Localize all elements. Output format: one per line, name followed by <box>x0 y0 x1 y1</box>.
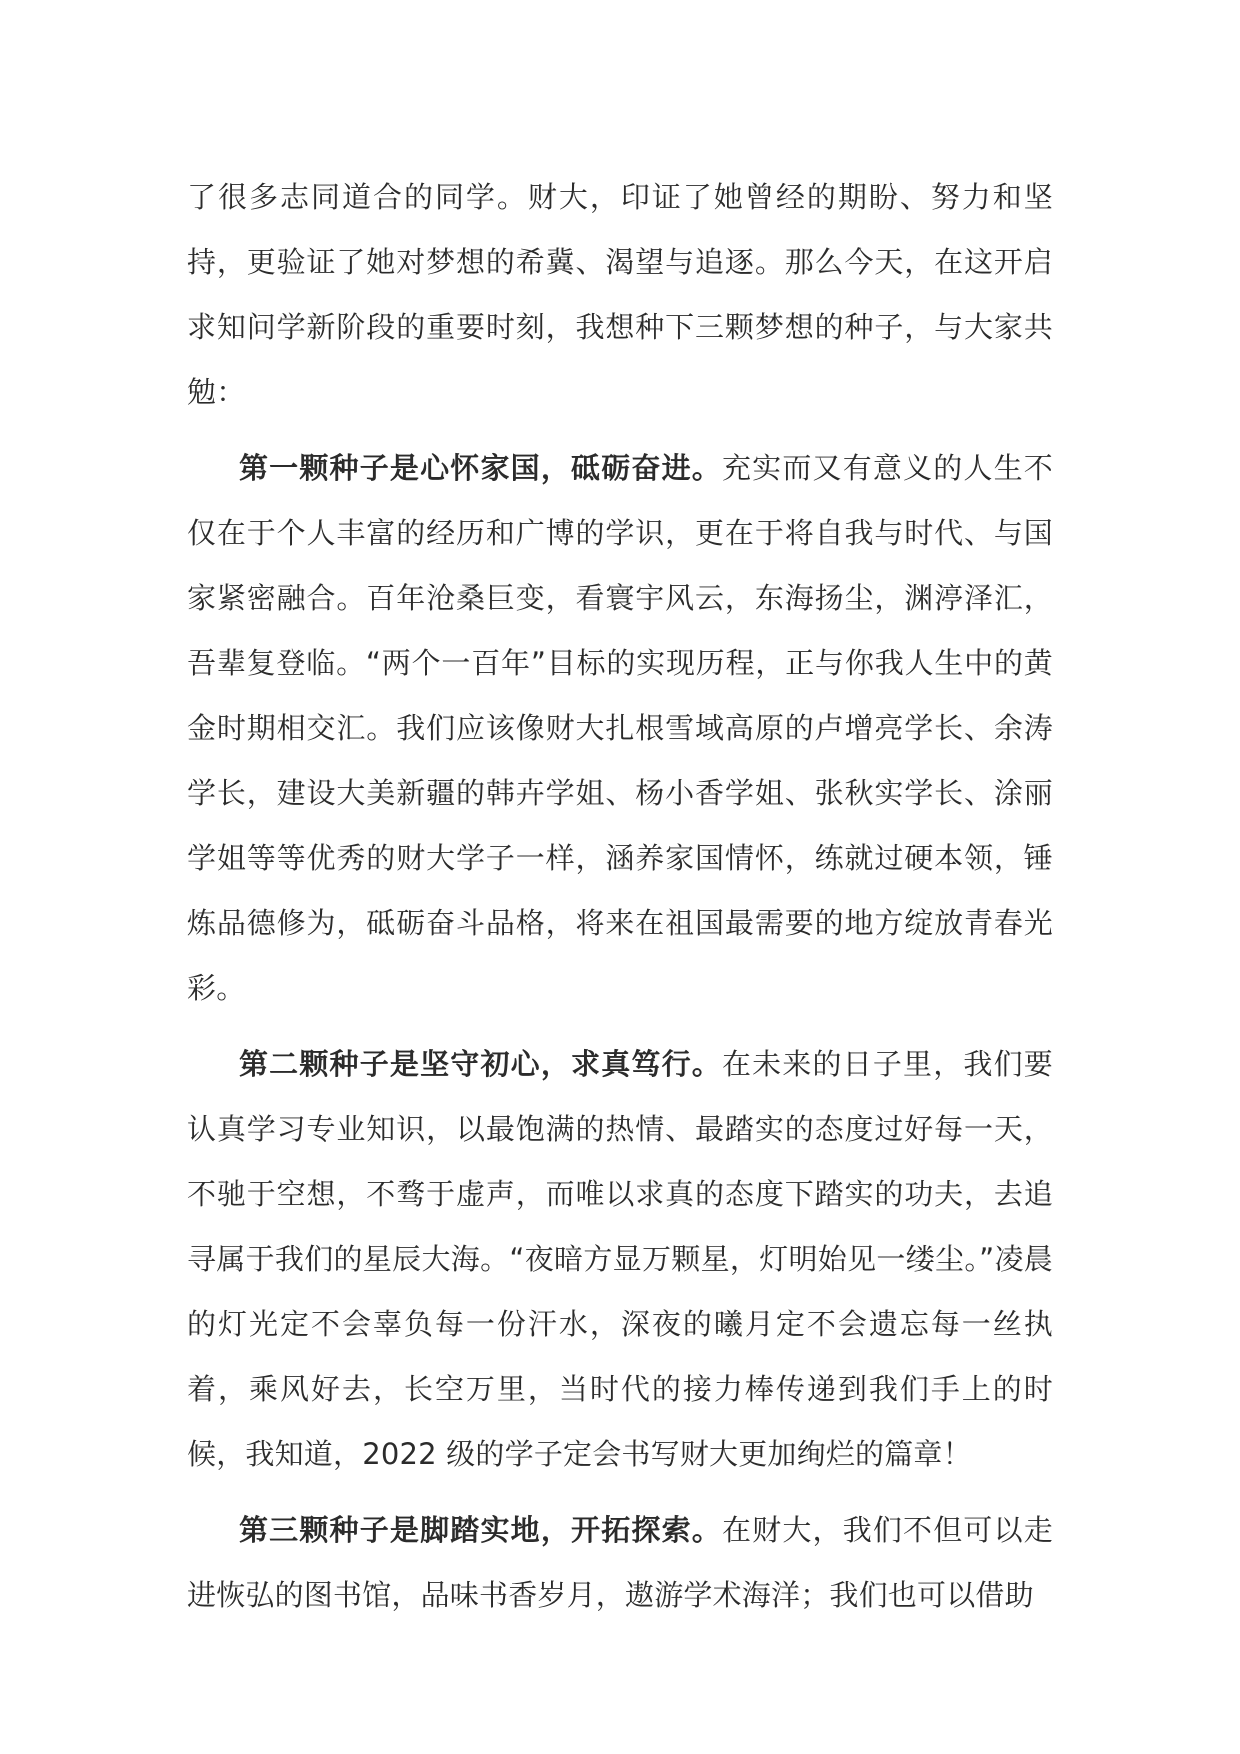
paragraph-seed-three <box>187 1498 1053 1628</box>
paragraph-text: 在未来的日子里，我们要认真学习专业知识，以最饱满的热情、最踏实的态度过好每一天，不驰于空想，不骛于虚声，而唯以求真的态度下踏实的功夫，去追寻属于我们的星辰大海。“夜暗方显万颗星，灯明始见一缕尘。”凌晨的灯光定不会辜负每一份汗水，深夜的曦月定不会遗忘每一丝执着，乘风好去，长空万里，当时代的接力棒传递到我们手上的时候，我知道，2022 级的学子定会书写财大更加绚烂的篇章！ <box>187 1047 1053 1471</box>
paragraph-text: 了很多志同道合的同学。财大，印证了她曾经的期盼、努力和坚持，更验证了她对梦想的希冀、渴望与追逐。那么今天，在这开启求知问学新阶段的重要时刻，我想种下三颗梦想的种子，与大家共勉： <box>187 180 1053 409</box>
paragraph-intro <box>187 165 1053 425</box>
paragraph-seed-two <box>187 1032 1053 1487</box>
paragraph-lead: 第一颗种子是心怀家国，砥砺奋进。 <box>239 451 722 485</box>
paragraph-text: 充实而又有意义的人生不仅在于个人丰富的经历和广博的学识，更在于将自我与时代、与国家紧密融合。百年沧桑巨变，看寰宇风云，东海扬尘，渊渟泽汇，吾辈复登临。“两个一百年”目标的实现历程，正与你我人生中的黄金时期相交汇。我们应该像财大扎根雪域高原的卢增亮学长、余涛学长，建设大美新疆的韩卉学姐、杨小香学姐、张秋实学长、涂丽学姐等等优秀的财大学子一样，涵养家国情怀，练就过硬本领，锤炼品德修为，砥砺奋斗品格，将来在祖国最需要的地方绽放青春光彩。 <box>187 451 1053 1005</box>
paragraph-lead: 第三颗种子是脚踏实地，开拓探索。 <box>239 1513 722 1547</box>
paragraph-text: 在财大，我们不但可以走进恢弘的图书馆，品味书香岁月，遨游学术海洋；我们也可以借助 <box>187 1513 1053 1612</box>
document-body <box>187 165 1053 1628</box>
paragraph-seed-one <box>187 436 1053 1021</box>
paragraph-lead: 第二颗种子是坚守初心，求真笃行。 <box>239 1047 722 1081</box>
